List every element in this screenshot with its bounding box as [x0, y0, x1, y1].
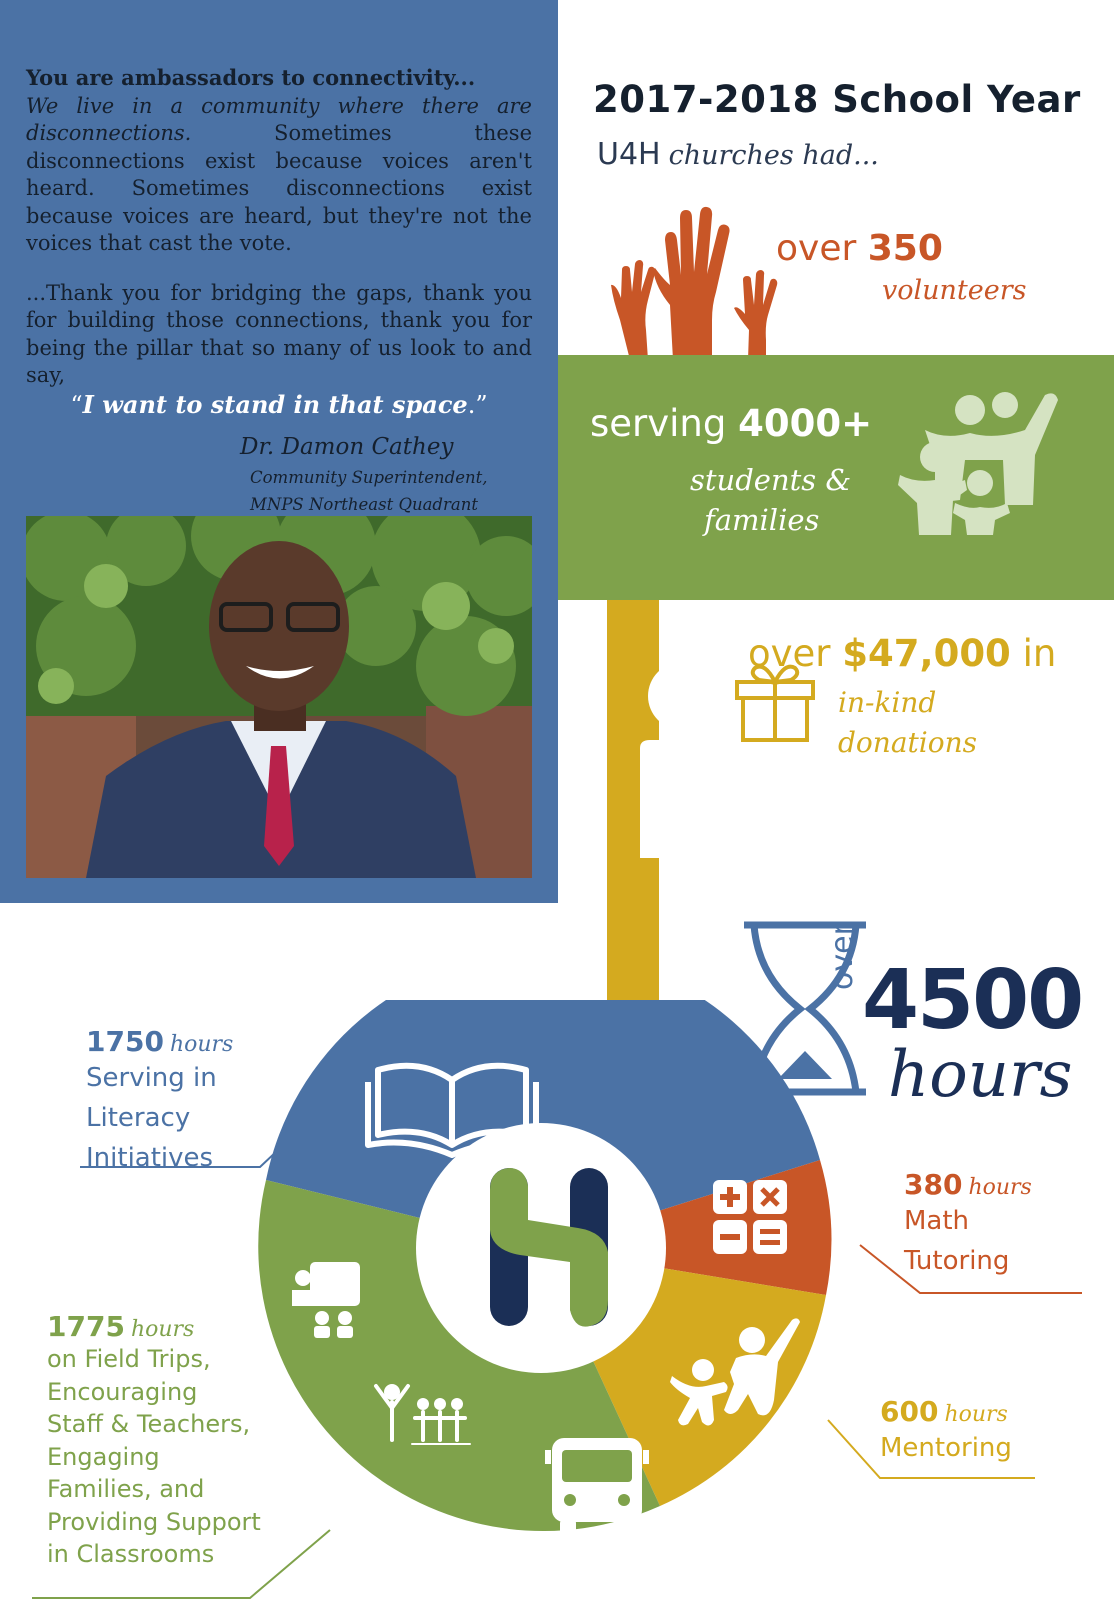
subtitle-script: churches had... — [668, 140, 879, 171]
serving-stat: serving 4000+ — [590, 402, 873, 445]
hours-value: 4500 — [862, 953, 1083, 1048]
field-trips-label: 1775 hours on Field Trips, Encouraging Staff & Teachers, Engaging Families, and Providing Support in Classrooms — [47, 1310, 261, 1568]
math-label: 380 hours Math Tutoring — [904, 1168, 1032, 1276]
hours-label: hours — [888, 1038, 1073, 1112]
subtitle — [597, 137, 879, 172]
math-value: 380 — [904, 1168, 963, 1201]
family-icon — [895, 385, 1080, 540]
author-quadrant: MNPS Northeast Quadrant — [250, 495, 478, 514]
quote-body-2: ...Thank you for bridging the gaps, thank you for building those connections, thank you for being the pillar that so many of us look to and say, — [26, 280, 532, 387]
literacy-label: 1750 hours Serving in Literacy Initiatives — [86, 1025, 234, 1173]
quote-lead: You are ambassadors to connectivity... — [26, 65, 476, 90]
mentoring-label: 600 hours Mentoring — [880, 1395, 1012, 1463]
volunteers-label: volunteers — [882, 275, 1027, 306]
org-name: U4H — [597, 137, 661, 172]
serving-value: 4000+ — [738, 402, 873, 445]
hours-over: over — [825, 923, 860, 990]
mentoring-value: 600 — [880, 1395, 939, 1428]
literacy-value: 1750 — [86, 1025, 164, 1058]
donations-label: in-kind donations — [838, 686, 977, 759]
volunteers-value: 350 — [867, 228, 943, 269]
donations-value: $47,000 — [842, 632, 1011, 675]
quote-highlight: “I want to stand in that space.” — [70, 390, 488, 419]
students-label: students & families — [690, 463, 852, 537]
volunteers-stat: over 350 — [776, 228, 943, 269]
quote-italic: We live in a community where there are disconnections. — [26, 93, 532, 145]
field-value: 1775 — [47, 1310, 125, 1343]
author-name: Dr. Damon Cathey — [240, 434, 454, 460]
year-title: 2017-2018 School Year — [593, 78, 1081, 121]
author-title: Community Superintendent, — [250, 468, 488, 487]
donations-stat: over $47,000 in — [748, 632, 1057, 675]
author-photo — [26, 516, 532, 878]
raised-hands-icon — [608, 200, 788, 365]
quote-text — [26, 64, 532, 390]
quote-body-1: Sometimes these disconnections exist because voices aren't heard. Sometimes disconnections exist because voices are heard, but they're not the voices that cast the vote. — [26, 121, 532, 255]
